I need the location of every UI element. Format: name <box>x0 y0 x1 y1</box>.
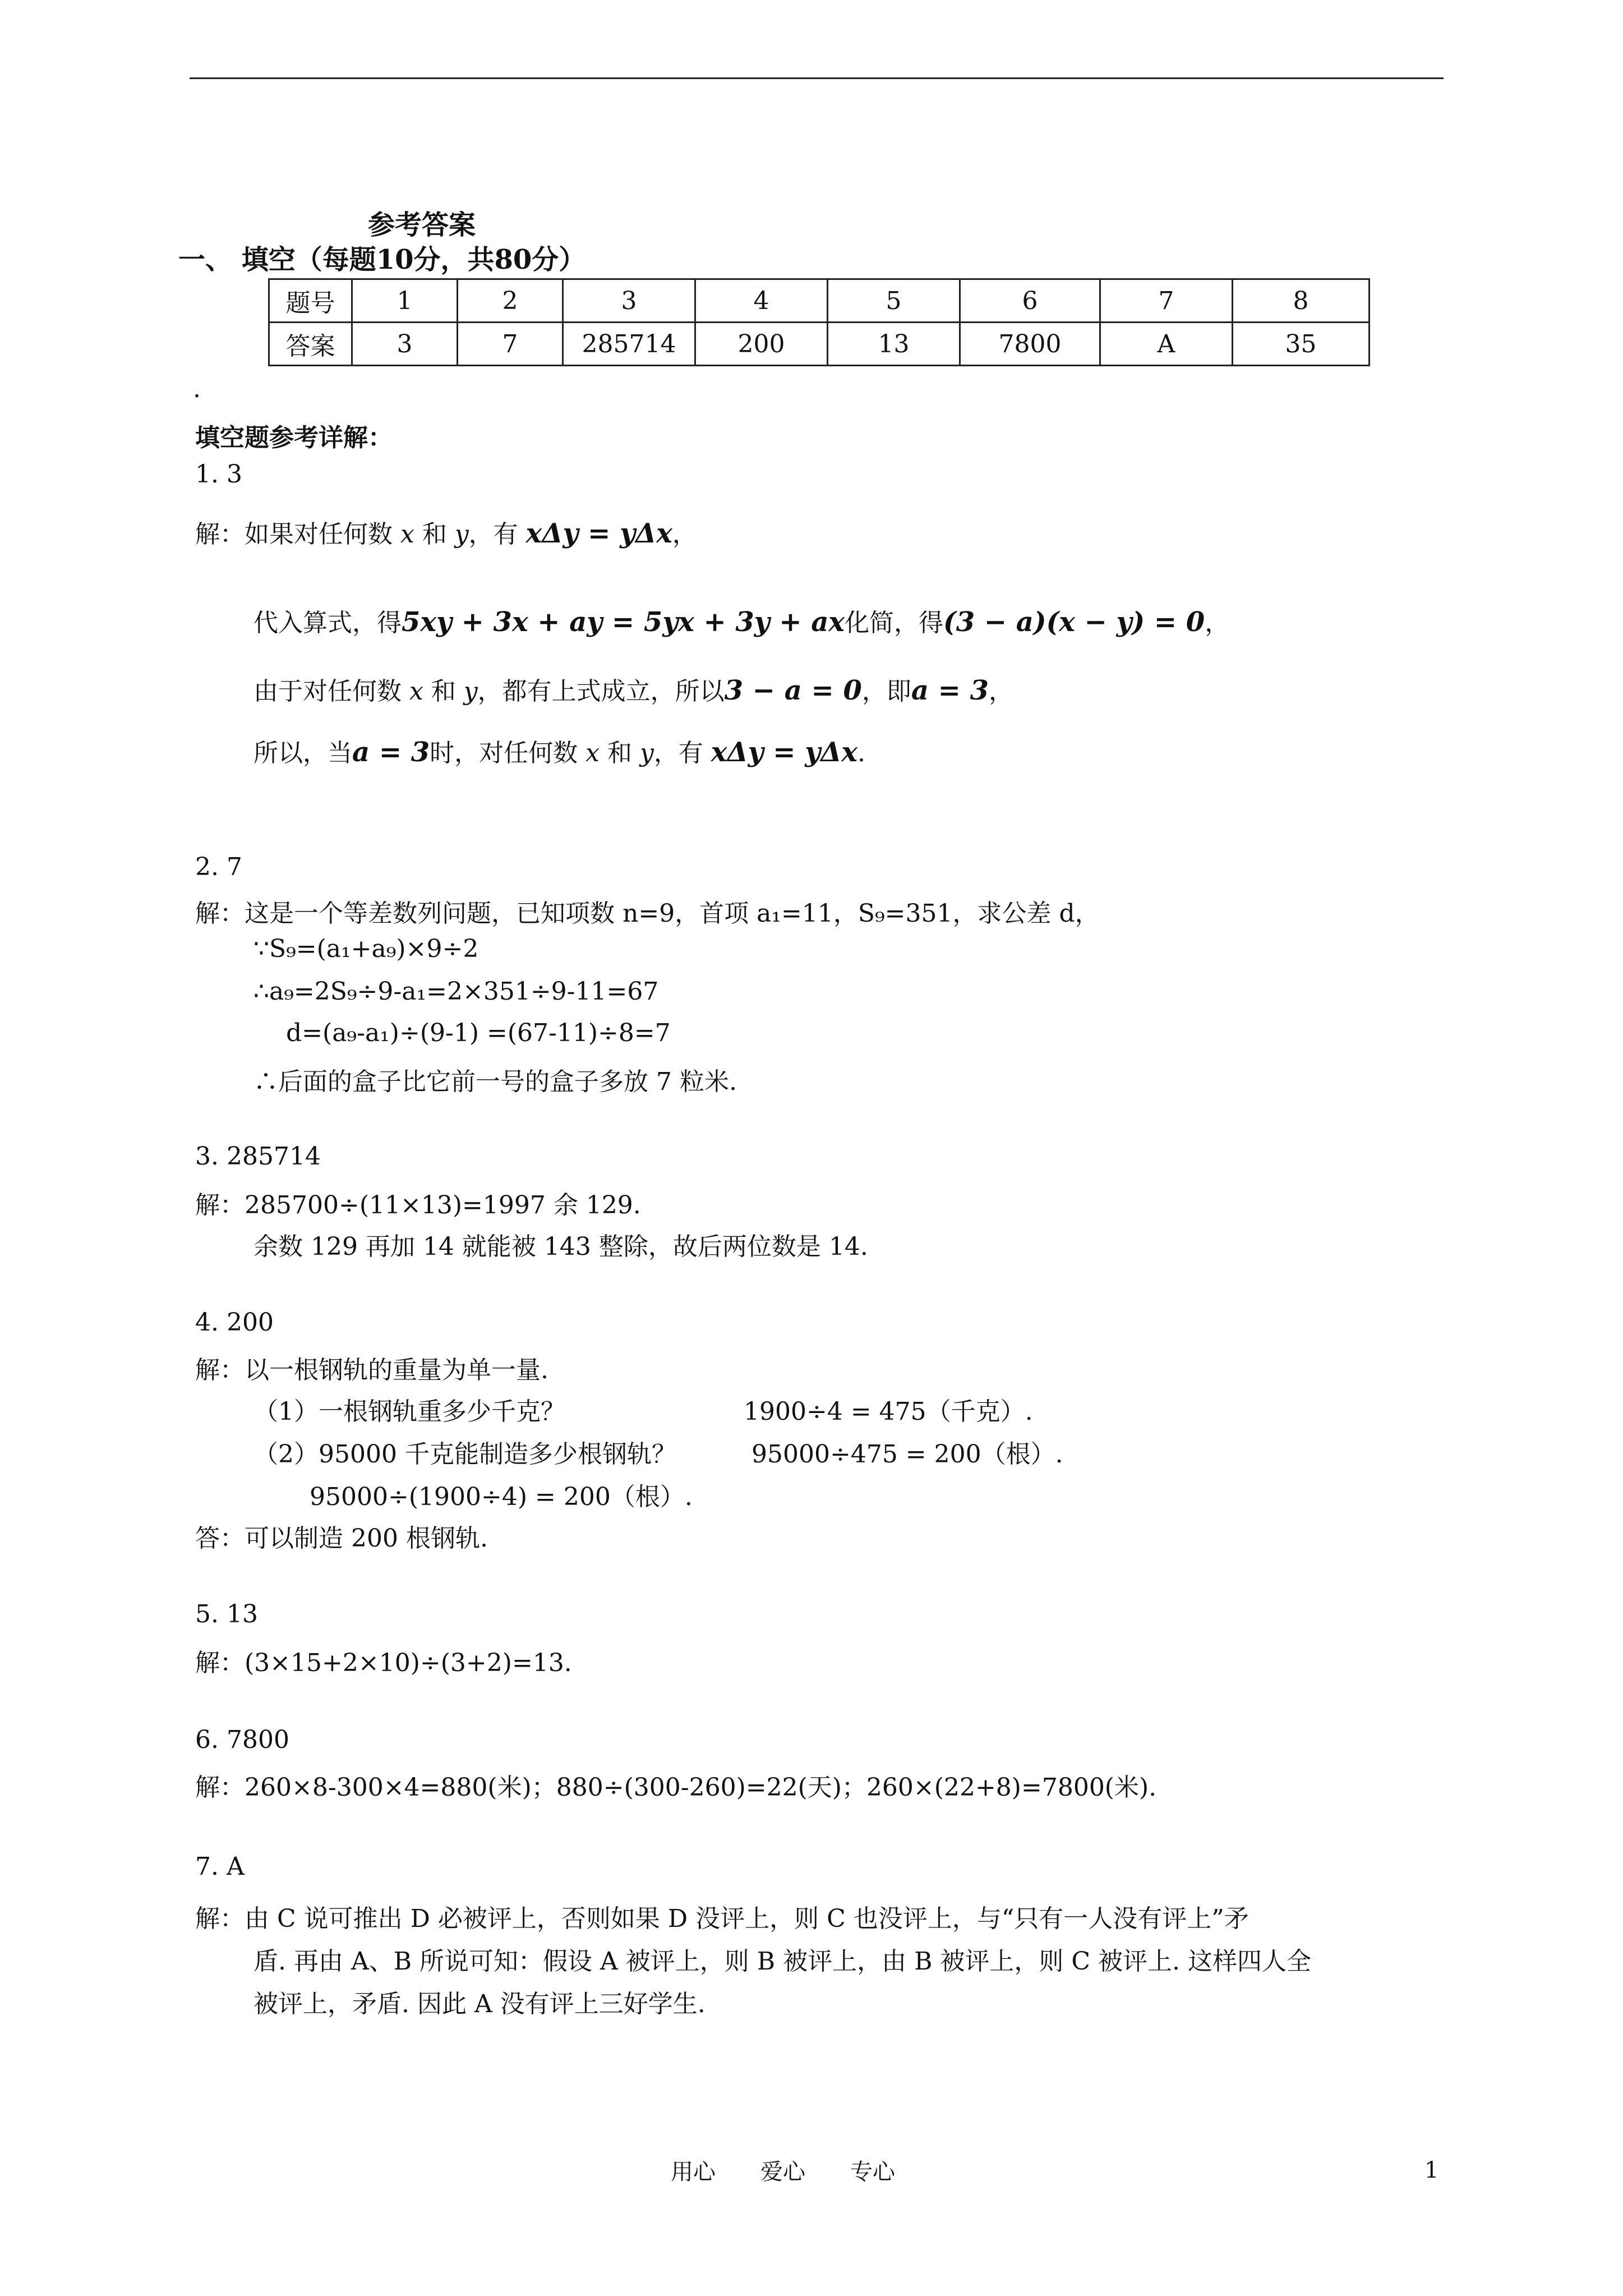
q2-line2: ∵S₉=(a₁+a₉)×9÷2 <box>253 935 479 963</box>
q5-title: 5. 13 <box>195 1600 258 1628</box>
q3-line2: 余数 129 再加 14 就能被 143 整除，故后两位数是 14. <box>253 1232 868 1261</box>
q4-title: 4. 200 <box>195 1308 274 1337</box>
answer-heading: 参考答案 <box>368 209 476 241</box>
q6-title: 6. 7800 <box>195 1726 289 1754</box>
table-cell: 5 <box>828 279 960 323</box>
table-cell: 4 <box>695 279 828 323</box>
q1-line2: 代入算式，得5xy + 3x + ay = 5yx + 3y + ax化简，得(3 − a)(x − y) = 0， <box>253 606 1230 638</box>
q4-line4: 95000÷(1900÷4) = 200（根）. <box>310 1483 693 1511</box>
stray-dot: . <box>193 375 201 403</box>
table-cell: 7 <box>458 323 563 366</box>
table-cell: 7800 <box>960 323 1100 366</box>
table-cell: 2 <box>458 279 563 323</box>
q7-line1: 解：由 C 说可推出 D 必被评上，否则如果 D 没评上，则 C 也没评上，与“只有一人没有评上”矛 <box>195 1904 1249 1933</box>
table-answer-label: 答案 <box>269 323 352 366</box>
table-cell: 285714 <box>563 323 695 366</box>
q6-line1: 解：260×8-300×4=880(米)；880÷(300-260)=22(天)；260×(22+8)=7800(米). <box>195 1773 1157 1802</box>
q4-line2a: （1）一根钢轨重多少千克？ <box>253 1397 565 1426</box>
table-cell: 1 <box>352 279 458 323</box>
table-cell: 3 <box>352 323 458 366</box>
q2-title: 2. 7 <box>195 853 242 881</box>
q3-line1: 解：285700÷(11×13)=1997 余 129. <box>195 1191 641 1220</box>
header-rule <box>190 77 1444 79</box>
q5-line1: 解：(3×15+2×10)÷(3+2)=13. <box>195 1649 572 1677</box>
table-header-label: 题号 <box>269 279 352 323</box>
q2-line3: ∴a₉=2S₉÷9-a₁=2×351÷9-11=67 <box>253 977 659 1006</box>
q4-line2b: 1900÷4 = 475（千克）. <box>744 1397 1033 1426</box>
q3-title: 3. 285714 <box>195 1142 321 1171</box>
q2-line4: d=(a₉-a₁)÷(9-1) =(67-11)÷8=7 <box>286 1019 671 1047</box>
table-cell: A <box>1100 323 1233 366</box>
q1-line4: 所以，当a = 3时，对任何数 x 和 y，有 xΔy = yΔx. <box>253 737 865 768</box>
q7-title: 7. A <box>195 1852 245 1881</box>
table-row <box>269 279 1370 323</box>
q1-line3: 由于对任何数 x 和 y，都有上式成立，所以3 − a = 0，即a = 3， <box>253 675 1013 706</box>
table-cell: 7 <box>1100 279 1233 323</box>
table-cell: 35 <box>1233 323 1370 366</box>
q1-line1: 解：如果对任何数 x 和 y，有 xΔy = yΔx， <box>195 518 697 549</box>
q4-line3a: （2）95000 千克能制造多少根钢轨？ <box>253 1440 676 1469</box>
detail-title: 填空题参考详解： <box>195 424 393 452</box>
table-cell: 200 <box>695 323 828 366</box>
q2-line1: 解：这是一个等差数列问题，已知项数 n=9，首项 a₁=11，S₉=351，求公差 d， <box>195 899 1100 928</box>
q4-line1: 解：以一根钢轨的重量为单一量. <box>195 1356 548 1384</box>
q4-line5: 答：可以制造 200 根钢轨. <box>195 1524 488 1553</box>
q7-line2: 盾. 再由 A、B 所说可知：假设 A 被评上，则 B 被评上，由 B 被评上，则 C 被评上. 这样四人全 <box>253 1947 1312 1976</box>
q1-title: 1. 3 <box>195 460 242 489</box>
q4-line3b: 95000÷475 = 200（根）. <box>751 1440 1063 1469</box>
footer-motto: 用心 爱心 专心 <box>671 2159 895 2185</box>
table-cell: 6 <box>960 279 1100 323</box>
table-row <box>269 323 1370 366</box>
table-cell: 8 <box>1233 279 1370 323</box>
page-number: 1 <box>1424 2157 1439 2183</box>
q7-line3: 被评上，矛盾. 因此 A 没有评上三好学生. <box>253 1990 706 2018</box>
answer-table <box>268 278 1370 366</box>
table-cell: 13 <box>828 323 960 366</box>
table-cell: 3 <box>563 279 695 323</box>
q2-line5: ∴后面的盒子比它前一号的盒子多放 7 粒米. <box>253 1068 737 1096</box>
section-title: 一、 填空（每题10分，共80分） <box>178 244 586 275</box>
